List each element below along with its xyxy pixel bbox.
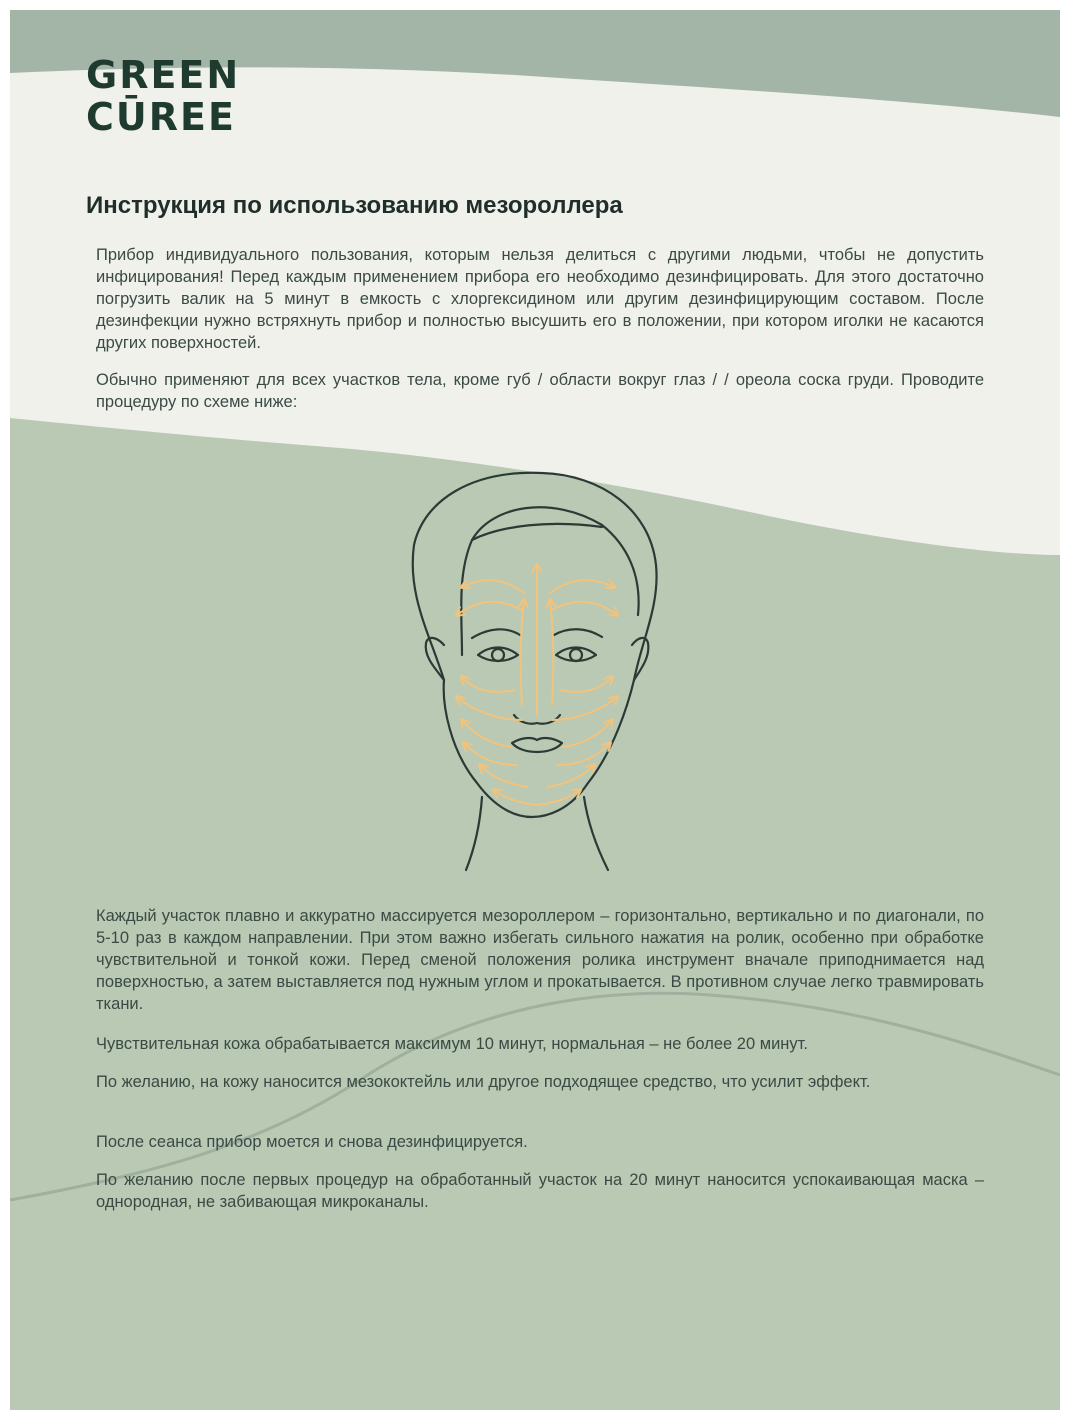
- logo-line-1: GREEN: [86, 53, 241, 97]
- after-session-paragraph: После сеанса прибор моется и снова дезинфицируется.: [96, 1133, 528, 1151]
- usage-paragraph: Обычно применяют для всех участков тела, кроме губ / области вокруг глаз / / ореола соска груди. Проводите процедуру по схеме ниже:: [96, 371, 984, 411]
- instruction-page: [10, 10, 1060, 1410]
- brand-logo: [86, 54, 240, 138]
- document-title: Инструкция по использованию мезороллера: [86, 192, 623, 219]
- logo-line-2: CŪREE: [86, 95, 236, 139]
- cocktail-paragraph: По желанию, на кожу наносится мезококтейль или другое подходящее средство, что усилит эффект.: [96, 1073, 871, 1091]
- intro-paragraph: Прибор индивидуального пользования, которым нельзя делиться с другими людьми, чтобы не допустить инфицирования! Перед каждым применением прибора его необходимо дезинфицировать. Для этого достаточно погрузить валик на 5 минут в емкость с хлоргексидином или другим дезинфицирующим составом. После дезинфекции нужно встряхнуть прибор и полностью высушить его в положении, при котором иголки не касаются других поверхностей.: [96, 246, 984, 352]
- technique-paragraph: Каждый участок плавно и аккуратно массируется мезороллером – горизонтально, вертикально и по диагонали, по 5-10 раз в каждом направлении. При этом важно избегать сильного нажатия на ролик, особенно при обработке чувствительной и тонкой кожи. Перед сменой положения ролика инструмент вначале приподнимается над поверхностью, а затем выставляется под нужным углом и прокатывается. В противном случае легко травмировать ткани.: [96, 907, 984, 1013]
- duration-paragraph: Чувствительная кожа обрабатывается максимум 10 минут, нормальная – не более 20 минут.: [96, 1035, 808, 1053]
- face-massage-lines-icon: [402, 465, 662, 875]
- mask-paragraph: По желанию после первых процедур на обработанный участок на 20 минут наносится успокаивающая маска – однородная, не забивающая микроканалы.: [96, 1171, 984, 1211]
